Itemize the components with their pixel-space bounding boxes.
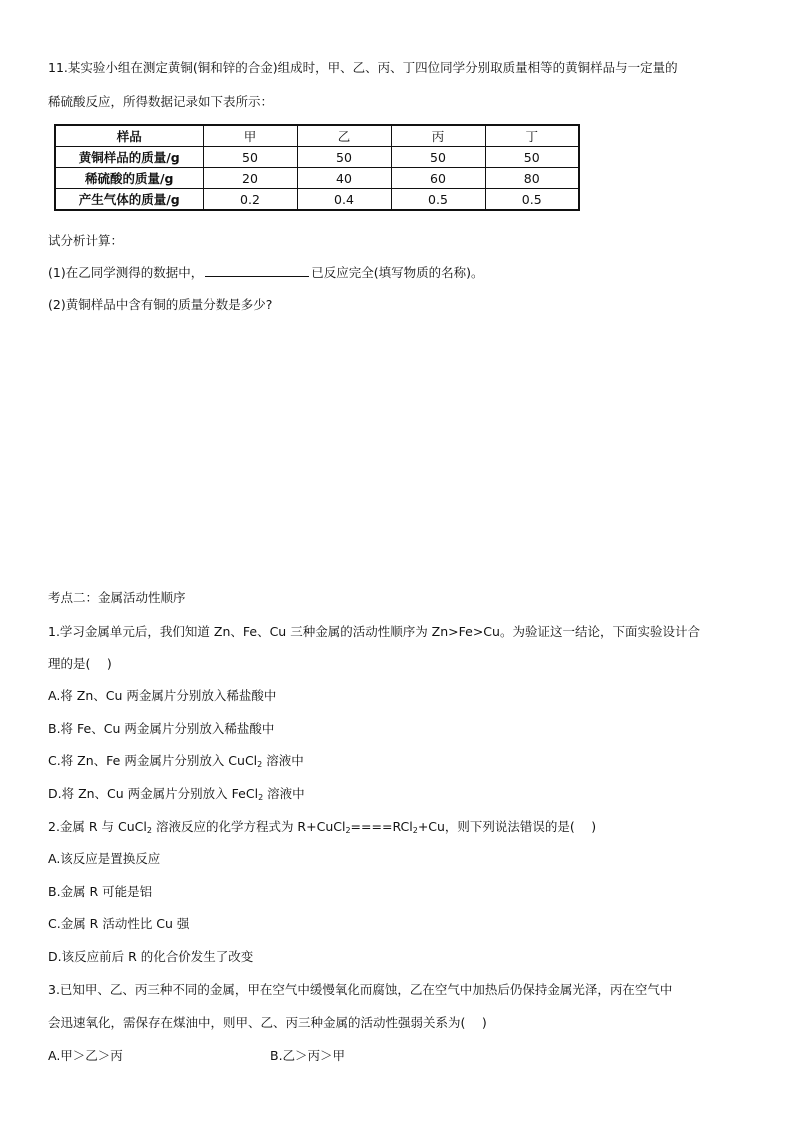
subscript: 2 — [345, 826, 351, 835]
q2-stem-part: 溶液反应的化学方程式为 R+CuCl — [151, 819, 346, 834]
table-cell: 50 — [297, 147, 391, 168]
q1-stem-line2: 理的是( ) — [48, 656, 112, 671]
q3-option-b: B.乙＞丙＞甲 — [270, 1048, 346, 1063]
q1-option-d-text: D.将 Zn、Cu 两金属片分别放入 FeCl — [48, 786, 259, 801]
q1-option-c-suffix: 溶液中 — [262, 753, 304, 768]
analysis-label: 试分析计算： — [48, 233, 124, 248]
part1-prefix: (1)在乙同学测得的数据中， — [48, 265, 204, 280]
q2-stem-part: +Cu，则下列说法错误的是( ) — [417, 819, 597, 834]
q2-option-a: A.该反应是置换反应 — [48, 851, 161, 866]
q2-stem — [48, 819, 596, 835]
table-header-cell: 丁 — [485, 125, 579, 147]
q2-option-b: B.金属 R 可能是铝 — [48, 884, 153, 899]
row-label: 黄铜样品的质量/g — [55, 147, 203, 168]
table-cell: 0.5 — [485, 189, 579, 211]
q1-option-c-text: C.将 Zn、Fe 两金属片分别放入 CuCl — [48, 753, 258, 768]
table-header-cell: 乙 — [297, 125, 391, 147]
q1-option-b: B.将 Fe、Cu 两金属片分别放入稀盐酸中 — [48, 721, 275, 736]
table-header-cell: 丙 — [391, 125, 485, 147]
table-cell: 80 — [485, 168, 579, 189]
table-cell: 50 — [391, 147, 485, 168]
row-label: 稀硫酸的质量/g — [55, 168, 203, 189]
table-header-row — [55, 125, 579, 147]
table-cell: 0.2 — [203, 189, 297, 211]
part1-suffix: 已反应完全(填写物质的名称)。 — [311, 265, 484, 280]
q3-stem-line2: 会迅速氧化，需保存在煤油中，则甲、乙、丙三种金属的活动性强弱关系为( ) — [48, 1015, 487, 1030]
subscript: 2 — [258, 793, 264, 802]
table-cell: 40 — [297, 168, 391, 189]
table-header-cell: 样品 — [55, 125, 203, 147]
answer-blank[interactable] — [205, 264, 309, 277]
data-table — [54, 124, 580, 211]
table-row — [55, 189, 579, 211]
q2-option-c: C.金属 R 活动性比 Cu 强 — [48, 916, 190, 931]
q11-part1 — [48, 264, 483, 281]
q2-option-d: D.该反应前后 R 的化合价发生了改变 — [48, 949, 254, 964]
subscript: 2 — [146, 826, 152, 835]
subscript: 2 — [257, 760, 263, 769]
table-cell: 0.4 — [297, 189, 391, 211]
q11-stem-line1: 11.某实验小组在测定黄铜(铜和锌的合金)组成时，甲、乙、丙、丁四位同学分别取质量相等的黄铜样品与一定量的 — [48, 60, 678, 75]
q1-stem-line1: 1.学习金属单元后，我们知道 Zn、Fe、Cu 三种金属的活动性顺序为 Zn>Fe>Cu。为验证这一结论，下面实验设计合 — [48, 624, 700, 639]
table-cell: 0.5 — [391, 189, 485, 211]
q11-stem-line2: 稀硫酸反应，所得数据记录如下表所示： — [48, 94, 274, 109]
q3-option-a: A.甲＞乙＞丙 — [48, 1048, 123, 1063]
table-cell: 50 — [485, 147, 579, 168]
q2-stem-part: ====RCl — [350, 819, 413, 834]
table-cell: 50 — [203, 147, 297, 168]
q1-option-a: A.将 Zn、Cu 两金属片分别放入稀盐酸中 — [48, 688, 277, 703]
q1-option-d — [48, 786, 305, 802]
table-header-cell: 甲 — [203, 125, 297, 147]
table-row — [55, 147, 579, 168]
table-cell: 20 — [203, 168, 297, 189]
section-title: 考点二：金属活动性顺序 — [48, 590, 186, 605]
q2-stem-part: 2.金属 R 与 CuCl — [48, 819, 147, 834]
q1-option-c — [48, 753, 304, 769]
q1-option-d-suffix: 溶液中 — [263, 786, 305, 801]
row-label: 产生气体的质量/g — [55, 189, 203, 211]
q3-stem-line1: 3.已知甲、乙、丙三种不同的金属，甲在空气中缓慢氧化而腐蚀，乙在空气中加热后仍保持金属光泽，丙在空气中 — [48, 982, 673, 997]
table-row — [55, 168, 579, 189]
subscript: 2 — [412, 826, 418, 835]
table-cell: 60 — [391, 168, 485, 189]
q11-part2: (2)黄铜样品中含有铜的质量分数是多少? — [48, 297, 273, 312]
